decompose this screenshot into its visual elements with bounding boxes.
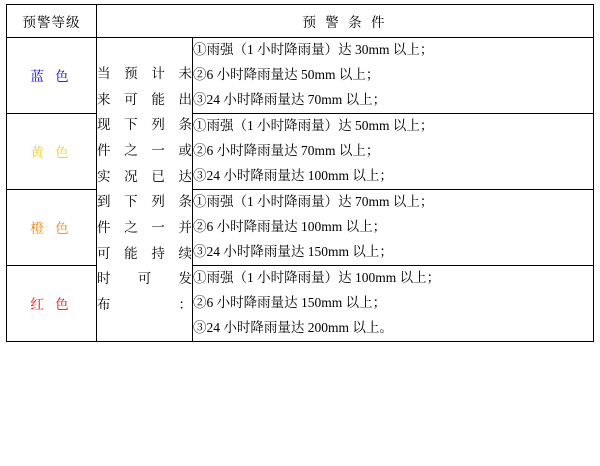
middle-note-line: 件之一或 [97,143,192,159]
table-row [7,189,594,265]
table-header-row [7,5,594,38]
middle-note-line: 布： [97,296,192,312]
middle-note-line: 当预计未 [97,66,192,82]
middle-note-line: 可能持续 [97,245,192,261]
condition-line: ③24 小时降雨量达 200mm 以上。 [193,319,393,335]
level-name-yellow: 黄 色 [7,113,97,189]
condition-line: ③24 小时降雨量达 150mm 以上； [193,243,393,259]
conditions-cell-blue [193,38,594,114]
header-warning-level: 预警等级 [7,5,97,38]
table-row [7,113,594,189]
condition-line: ①雨强（1 小时降雨量）达 70mm 以上； [193,193,434,209]
condition-line: ③24 小时降雨量达 100mm 以上； [193,167,393,183]
middle-note-line: 现下列条 [97,117,192,133]
middle-note-cell [97,38,193,342]
condition-line: ①雨强（1 小时降雨量）达 100mm 以上； [193,269,441,285]
header-warning-condition: 预 警 条 件 [97,5,594,38]
level-name-red: 红 色 [7,265,97,341]
condition-line: ②6 小时降雨量达 70mm 以上； [193,142,380,158]
middle-note-line: 时 可 发 [97,271,192,287]
condition-line: ②6 小时降雨量达 100mm 以上； [193,218,387,234]
middle-note-text [97,61,192,317]
conditions-cell-red [193,265,594,341]
middle-note-line: 实况已达 [97,168,192,184]
table-row [7,265,594,341]
level-name-blue: 蓝 色 [7,38,97,114]
condition-line: ②6 小时降雨量达 50mm 以上； [193,66,380,82]
middle-note-line: 件之一并 [97,219,192,235]
conditions-cell-orange [193,189,594,265]
condition-line: ①雨强（1 小时降雨量）达 50mm 以上； [193,117,434,133]
condition-line: ①雨强（1 小时降雨量）达 30mm 以上； [193,42,434,57]
table-row [7,38,594,114]
middle-note-line: 到下列条 [97,194,192,210]
rainstorm-warning-table [6,4,594,342]
middle-note-line: 来可能出 [97,91,192,107]
conditions-cell-yellow [193,113,594,189]
level-name-orange: 橙 色 [7,189,97,265]
condition-line: ②6 小时降雨量达 150mm 以上； [193,294,387,310]
warning-criteria-document [0,4,600,466]
condition-line: ③24 小时降雨量达 70mm 以上； [193,91,387,107]
